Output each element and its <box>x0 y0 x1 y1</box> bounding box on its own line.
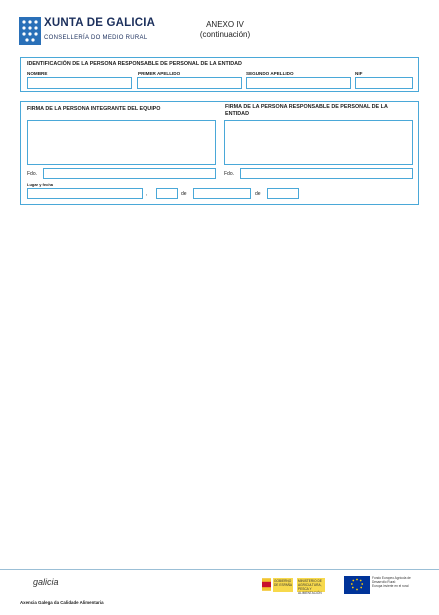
agency-name: Axencia Galega da Calidade Alimentaria <box>20 600 104 605</box>
gobierno-logo <box>262 576 326 594</box>
fdo-label-right: Fdo. <box>224 171 235 177</box>
firma-equipo-title: FIRMA DE LA PERSONA INTEGRANTE DEL EQUIPO <box>27 106 161 112</box>
lugar-field[interactable] <box>27 188 143 199</box>
firma-responsable-box[interactable] <box>224 120 413 165</box>
feader-label: Fondo Europeo Agrícola de Desarrollo Rural: Europa invierte en el rural <box>372 576 411 588</box>
galicia-logo: galicia <box>33 577 59 587</box>
day-field[interactable] <box>156 188 178 199</box>
year-field[interactable] <box>267 188 299 199</box>
footer-divider <box>0 569 439 570</box>
eu-flag-icon <box>344 576 370 594</box>
de-label-2: de <box>255 191 261 197</box>
identification-title: IDENTIFICACIÓN DE LA PERSONA RESPONSABLE DE PERSONAL DE LA ENTIDAD <box>27 61 242 67</box>
nif-field[interactable] <box>355 77 413 89</box>
nif-label: NIF <box>355 71 363 76</box>
segundo-apellido-field[interactable] <box>246 77 351 89</box>
annex-heading <box>160 20 290 40</box>
nombre-field[interactable] <box>27 77 132 89</box>
conselleria-subtitle: CONSELLERÍA DO MEDIO RURAL <box>44 35 148 41</box>
fdo-field-right[interactable] <box>240 168 413 179</box>
firma-responsable-title: FIRMA DE LA PERSONA RESPONSABLE DE PERSONAL DE LA ENTIDAD <box>225 104 388 117</box>
primer-apellido-label: PRIMER APELLIDO <box>138 71 181 76</box>
lugar-fecha-label: Lugar y fecha <box>27 182 54 187</box>
primer-apellido-field[interactable] <box>137 77 242 89</box>
fdo-label-left: Fdo. <box>27 171 38 177</box>
xunta-title: XUNTA DE GALICIA <box>44 17 156 29</box>
segundo-apellido-label: SEGUNDO APELLIDO <box>246 71 294 76</box>
ministerio-label: MINISTERIO DE AGRICULTURA, PESCA Y ALIMENTACIÓN <box>298 579 322 595</box>
spain-shield-icon <box>262 577 271 592</box>
identification-section <box>20 57 419 92</box>
fdo-field-left[interactable] <box>43 168 216 179</box>
gobierno-label: GOBIERNO DE ESPAÑA <box>274 579 293 587</box>
xunta-logo-icon <box>19 17 41 45</box>
de-label-1: de <box>181 191 187 197</box>
comma-separator: , <box>146 191 148 197</box>
firma-equipo-box[interactable] <box>27 120 216 165</box>
nombre-label: NOMBRE <box>27 71 48 76</box>
signature-section <box>20 101 419 205</box>
annex-continuation: (continuación) <box>199 30 251 39</box>
eu-logo <box>344 576 426 594</box>
annex-title: ANEXO IV <box>206 20 244 29</box>
month-field[interactable] <box>193 188 251 199</box>
